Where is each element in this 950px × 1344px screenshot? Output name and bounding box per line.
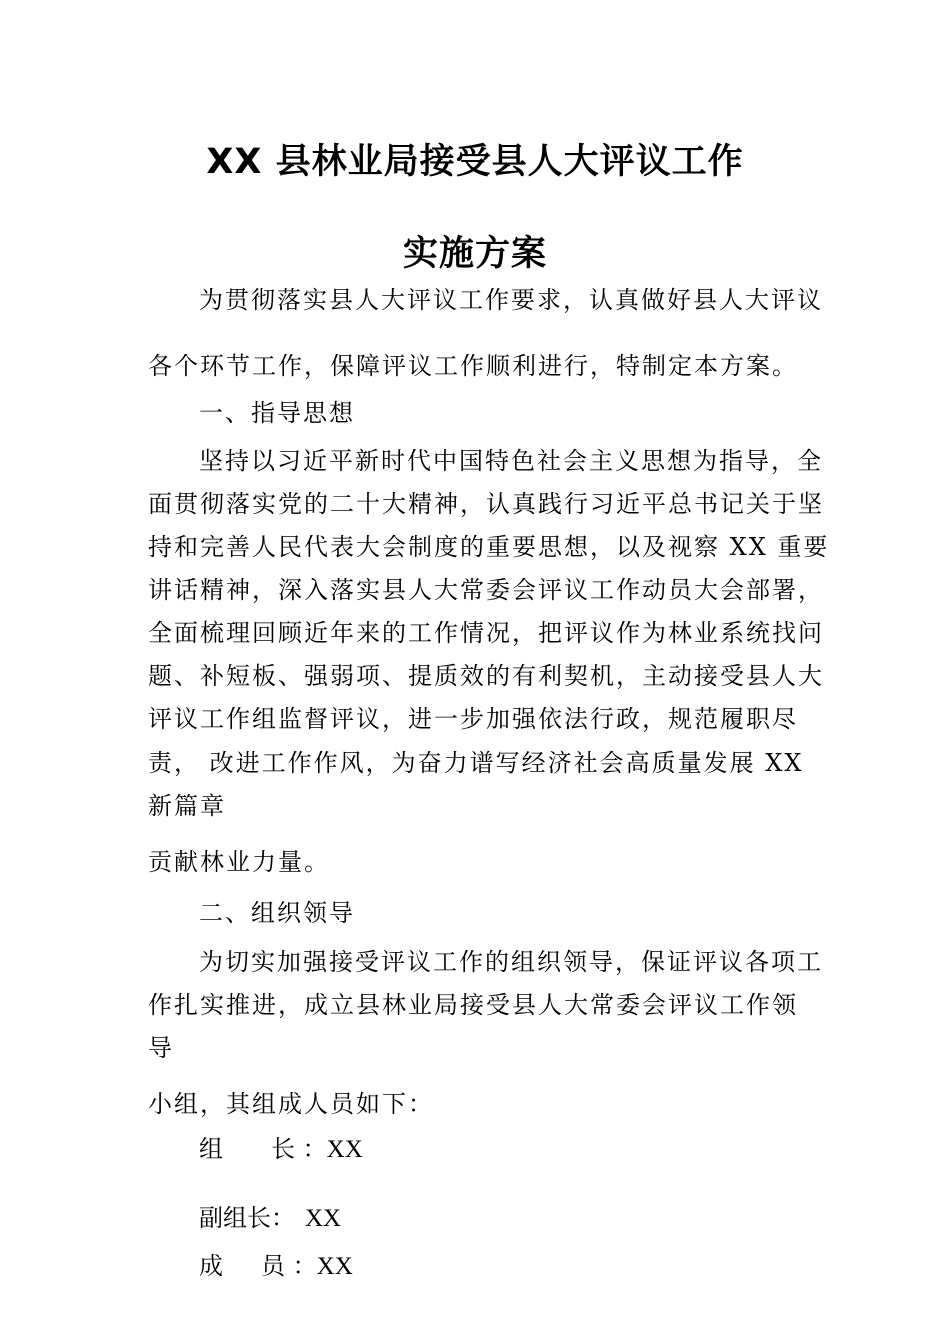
deputy-value: XX: [305, 1205, 342, 1232]
intro-line-2: 各个环节工作，保障评议工作顺利进行，特制定本方案。: [148, 352, 798, 380]
member-label-part2: 员 ：: [261, 1252, 317, 1280]
leader-label-part1: 组: [199, 1135, 223, 1163]
member-row-members: [199, 1251, 353, 1282]
section2-heading: 二、组织领导: [199, 899, 355, 927]
section1-line-4: 讲话精神，深入落实县人大常委会评议工作动员大会部署，: [148, 576, 824, 604]
intro-line-1: 为贯彻落实县人大评议工作要求，认真做好县人大评议: [199, 286, 823, 314]
section1-line-1: 坚持以习近平新时代中国特色社会主义思想为指导，全: [199, 447, 823, 475]
section1-line-5: 全面梳理回顾近年来的工作情况，把评议作为林业系统找问: [148, 619, 824, 647]
member-value: XX: [316, 1253, 353, 1280]
section1-line-10: 贡献林业力量。: [148, 848, 330, 876]
section2-line-2: 作扎实推进，成立县林业局接受县人大常委会评议工作领: [148, 991, 798, 1019]
member-row-deputy: [199, 1203, 341, 1234]
section1-line-8: 责， 改进工作作风，为奋力谱写经济社会高质量发展 XX: [148, 749, 804, 777]
deputy-label: 副组长：: [199, 1204, 295, 1232]
section1-line-3: 持和完善人民代表大会制度的重要思想，以及视察 XX 重要: [148, 533, 830, 561]
doc-title-line2: 实施方案: [402, 234, 547, 274]
section2-line-3: 导: [148, 1034, 174, 1062]
member-row-leader: [199, 1134, 363, 1165]
doc-title-line1: XX 县林业局接受县人大评议工作: [206, 142, 744, 182]
section2-line-1: 为切实加强接受评议工作的组织领导，保证评议各项工: [199, 948, 823, 976]
section1-line-6: 题、补短板、强弱项、提质效的有利契机，主动接受县人大: [148, 662, 824, 690]
member-label-part1: 成: [199, 1252, 223, 1280]
section2-line-4: 小组，其组成人员如下：: [148, 1090, 434, 1118]
leader-label-part2: 长 ：: [271, 1135, 327, 1163]
section1-heading: 一、指导思想: [199, 399, 355, 427]
section1-line-9: 新篇章: [148, 792, 226, 820]
section1-line-2: 面贯彻落实党的二十大精神，认真践行习近平总书记关于坚: [148, 490, 824, 518]
section1-line-7: 评议工作组监督评议，进一步加强依法行政，规范履职尽: [148, 705, 798, 733]
leader-value: XX: [326, 1136, 363, 1163]
